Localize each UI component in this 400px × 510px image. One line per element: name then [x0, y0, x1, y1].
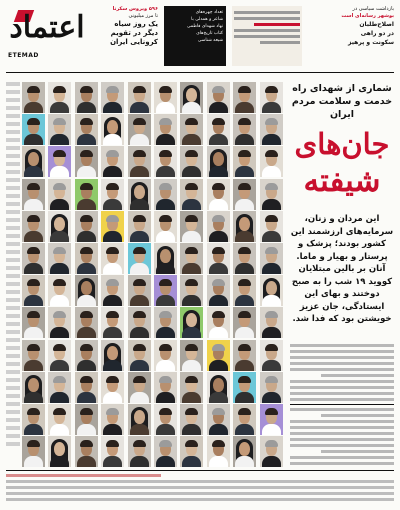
text-line [6, 98, 20, 102]
portrait-photo [22, 114, 45, 145]
masthead-teaser-photo [164, 6, 226, 66]
text-line [6, 480, 394, 483]
text-line [6, 218, 20, 222]
text-line [290, 386, 394, 389]
portrait-photo [260, 82, 283, 113]
portrait-photo [22, 211, 45, 242]
dateline-rule [6, 72, 394, 78]
portrait-photo [180, 307, 203, 338]
headline-panel [288, 80, 396, 338]
portrait-photo [233, 146, 256, 177]
portrait-photo [180, 114, 203, 145]
portrait-photo [75, 243, 98, 274]
text-line [290, 380, 394, 383]
text-line [321, 414, 394, 417]
text-line [6, 122, 20, 126]
portrait-photo [128, 404, 151, 435]
portrait-photo [180, 82, 203, 113]
portrait-photo [207, 211, 230, 242]
text-line [6, 386, 20, 390]
portrait-photo [101, 179, 124, 210]
portrait-photo [75, 114, 98, 145]
portrait-photo [154, 146, 177, 177]
text-line [290, 456, 394, 459]
portrait-photo [128, 340, 151, 371]
portrait-photo [22, 307, 45, 338]
portrait-photo [48, 146, 71, 177]
text-line [6, 402, 20, 406]
bottom-text-strip [6, 470, 394, 506]
text-line [6, 418, 20, 422]
teaser-left-line5: کرونایی ایران [110, 38, 158, 46]
portrait-photo [75, 179, 98, 210]
portrait-photo [75, 146, 98, 177]
portrait-photo [260, 211, 283, 242]
portrait-photo [180, 372, 203, 403]
portrait-photo [154, 404, 177, 435]
portrait-photo [180, 404, 203, 435]
portrait-photo [233, 307, 256, 338]
portrait-photo [233, 114, 256, 145]
portrait-photo [75, 436, 98, 467]
portrait-photo [128, 179, 151, 210]
portrait-photo [207, 340, 230, 371]
teaser-mid-line1: تعداد چهره‌های [195, 10, 223, 15]
portrait-photo [48, 372, 71, 403]
text-line [6, 338, 20, 342]
masthead-teaser-left [98, 6, 158, 47]
portrait-photo [260, 340, 283, 371]
text-line [6, 370, 20, 374]
text-line [6, 274, 20, 278]
portrait-photo [260, 307, 283, 338]
portrait-photo [207, 372, 230, 403]
text-line [6, 442, 20, 446]
text-line [290, 444, 394, 447]
headline-lead: این مردان و زنان، سرمایه‌های ارزشمند این کشور بودند؛ پزشک و پرستار و بهیار و ماما. آنان بر بالین مبتلایان کووید ۱۹ شب را به صبح دوختند و بهای این ایستادگی، جان عزیز خویشتن بود که فدا شد. [290, 214, 394, 324]
teaser-right-line2: بوشهر رسانه‌ای است [341, 13, 394, 19]
portrait-photo [75, 340, 98, 371]
portrait-photo [260, 372, 283, 403]
text-line [6, 322, 20, 326]
portrait-photo [128, 275, 151, 306]
portrait-photo [48, 436, 71, 467]
portrait-photo [75, 211, 98, 242]
portrait-photo [48, 340, 71, 371]
text-line [290, 462, 394, 465]
portrait-photo [48, 275, 71, 306]
portrait-photo [101, 436, 124, 467]
text-line [6, 426, 20, 430]
text-line [6, 178, 20, 182]
text-line [6, 146, 20, 150]
text-line [290, 344, 394, 347]
portrait-photo [233, 179, 256, 210]
text-line [6, 202, 20, 206]
article-body-column [290, 344, 394, 468]
portrait-photo [101, 146, 124, 177]
text-line [321, 374, 394, 377]
text-line [321, 450, 394, 453]
teaser-mid-line3: نهاد شهدای فاطمی [187, 24, 223, 29]
column-rule [290, 404, 394, 405]
portrait-photo [180, 340, 203, 371]
portrait-photo [22, 146, 45, 177]
portrait-photo [101, 114, 124, 145]
portrait-photo [48, 82, 71, 113]
portrait-photo [22, 372, 45, 403]
headline-title-line2: شیفته [303, 163, 381, 199]
text-line [6, 410, 20, 414]
text-line [6, 226, 20, 230]
portrait-photo [128, 307, 151, 338]
text-line [6, 486, 394, 489]
portrait-grid [22, 82, 286, 468]
teaser-mid-line4: کتاب تاریخ‌های [196, 31, 223, 36]
portrait-photo [101, 243, 124, 274]
portrait-photo [260, 243, 283, 274]
text-line [290, 362, 394, 365]
portrait-photo [233, 211, 256, 242]
portrait-photo [154, 307, 177, 338]
portrait-photo [128, 146, 151, 177]
text-line [6, 298, 20, 302]
portrait-photo [207, 82, 230, 113]
text-line [6, 258, 20, 262]
portrait-photo [75, 404, 98, 435]
portrait-photo [128, 243, 151, 274]
portrait-photo [154, 243, 177, 274]
portrait-photo [260, 275, 283, 306]
portrait-photo [22, 340, 45, 371]
portrait-photo [233, 82, 256, 113]
text-line [6, 162, 20, 166]
text-line [6, 250, 20, 254]
text-line [6, 138, 20, 142]
text-line [290, 350, 394, 353]
portrait-photo [75, 82, 98, 113]
portrait-photo [48, 211, 71, 242]
text-line [6, 194, 20, 198]
text-line [6, 314, 20, 318]
teaser-left-line4: دیگر در تقویم [110, 29, 158, 37]
portrait-photo [22, 243, 45, 274]
portrait-photo [180, 275, 203, 306]
portrait-photo [260, 146, 283, 177]
portrait-photo [207, 179, 230, 210]
logo-latin-name: ETEMAD [8, 52, 39, 59]
teaser-mid-line5: شیعه شناسی [197, 38, 223, 43]
text-line [6, 210, 20, 214]
text-line [6, 130, 20, 134]
teaser-right-line1: بازداشت سیاسی در [352, 6, 394, 12]
teaser-left-line1: ۵۹۶ ویروس سکرتا [112, 6, 158, 12]
portrait-photo [180, 436, 203, 467]
portrait-photo [101, 340, 124, 371]
portrait-photo [207, 243, 230, 274]
portrait-photo [260, 404, 283, 435]
portrait-photo [128, 211, 151, 242]
portrait-photo [128, 114, 151, 145]
teaser-left-line3: یک روز سیاه [114, 20, 158, 28]
teaser-mid-line2: شاعر و همدلی با [191, 17, 223, 22]
text-line [6, 290, 20, 294]
text-line [6, 154, 20, 158]
teaser-left-line2: تا مرز میلیونی [128, 13, 158, 19]
text-line [6, 82, 20, 86]
text-line [6, 234, 20, 238]
portrait-photo [128, 372, 151, 403]
portrait-photo [48, 307, 71, 338]
portrait-photo [154, 211, 177, 242]
text-line [6, 306, 20, 310]
portrait-photo [233, 243, 256, 274]
portrait-photo [101, 404, 124, 435]
text-line [6, 492, 394, 495]
portrait-photo [48, 243, 71, 274]
text-line [290, 368, 394, 371]
portrait-photo [22, 82, 45, 113]
portrait-photo [233, 372, 256, 403]
text-line [6, 186, 20, 190]
headline-kicker: شماری از شهدای راه خدمت و سلامت مردم ایران [291, 83, 393, 120]
text-line [290, 356, 394, 359]
text-line [290, 398, 394, 401]
portrait-photo [48, 179, 71, 210]
text-line [6, 266, 20, 270]
portrait-photo [207, 404, 230, 435]
text-line [290, 426, 394, 429]
portrait-photo [75, 372, 98, 403]
portrait-photo [207, 146, 230, 177]
portrait-photo [154, 372, 177, 403]
logo-wordmark: اعتماد [9, 10, 85, 45]
text-line [290, 432, 394, 435]
text-line [290, 408, 394, 411]
portrait-photo [128, 436, 151, 467]
portrait-photo [207, 275, 230, 306]
text-line [6, 378, 20, 382]
portrait-photo [101, 211, 124, 242]
portrait-photo [180, 211, 203, 242]
portrait-photo [22, 179, 45, 210]
side-text-column [4, 82, 22, 468]
text-line [6, 498, 394, 501]
text-line [290, 438, 394, 441]
portrait-photo [207, 307, 230, 338]
portrait-photo [101, 372, 124, 403]
portrait-photo [75, 275, 98, 306]
portrait-photo [260, 114, 283, 145]
portrait-photo [48, 404, 71, 435]
portrait-photo [260, 436, 283, 467]
portrait-photo [22, 404, 45, 435]
portrait-photo [154, 275, 177, 306]
text-line [6, 330, 20, 334]
text-line [6, 434, 20, 438]
text-line [290, 420, 394, 423]
text-line [6, 90, 20, 94]
text-line [6, 346, 20, 350]
newspaper-logo [6, 4, 88, 64]
text-line [6, 354, 20, 358]
text-line [6, 170, 20, 174]
portrait-photo [180, 146, 203, 177]
portrait-photo [180, 179, 203, 210]
teaser-right-line3: اصلاح‌طلبان [359, 21, 394, 28]
portrait-photo [154, 436, 177, 467]
headline-title-line1: جان‌های [294, 127, 390, 161]
portrait-photo [154, 340, 177, 371]
text-line [6, 106, 20, 110]
portrait-photo [154, 179, 177, 210]
portrait-photo [233, 275, 256, 306]
teaser-right-line4: در دو راهی [360, 30, 394, 37]
teaser-right-line5: سکونت و پرهیز [348, 39, 394, 46]
text-line [6, 242, 20, 246]
portrait-photo [260, 179, 283, 210]
text-line [6, 282, 20, 286]
portrait-photo [207, 436, 230, 467]
portrait-photo [48, 114, 71, 145]
text-line [290, 392, 394, 395]
portrait-photo [154, 114, 177, 145]
portrait-photo [233, 340, 256, 371]
portrait-photo [101, 82, 124, 113]
portrait-photo [22, 436, 45, 467]
portrait-photo [22, 275, 45, 306]
portrait-photo [128, 82, 151, 113]
text-line [6, 394, 20, 398]
portrait-photo [233, 436, 256, 467]
text-line [6, 362, 20, 366]
portrait-photo [101, 307, 124, 338]
text-line [6, 474, 161, 477]
portrait-photo [207, 114, 230, 145]
portrait-photo [101, 275, 124, 306]
masthead [6, 4, 394, 76]
portrait-photo [233, 404, 256, 435]
text-line [6, 114, 20, 118]
masthead-teaser-center [232, 6, 302, 66]
masthead-teaser-right [306, 6, 394, 47]
portrait-photo [75, 307, 98, 338]
portrait-photo [180, 243, 203, 274]
portrait-photo [154, 82, 177, 113]
